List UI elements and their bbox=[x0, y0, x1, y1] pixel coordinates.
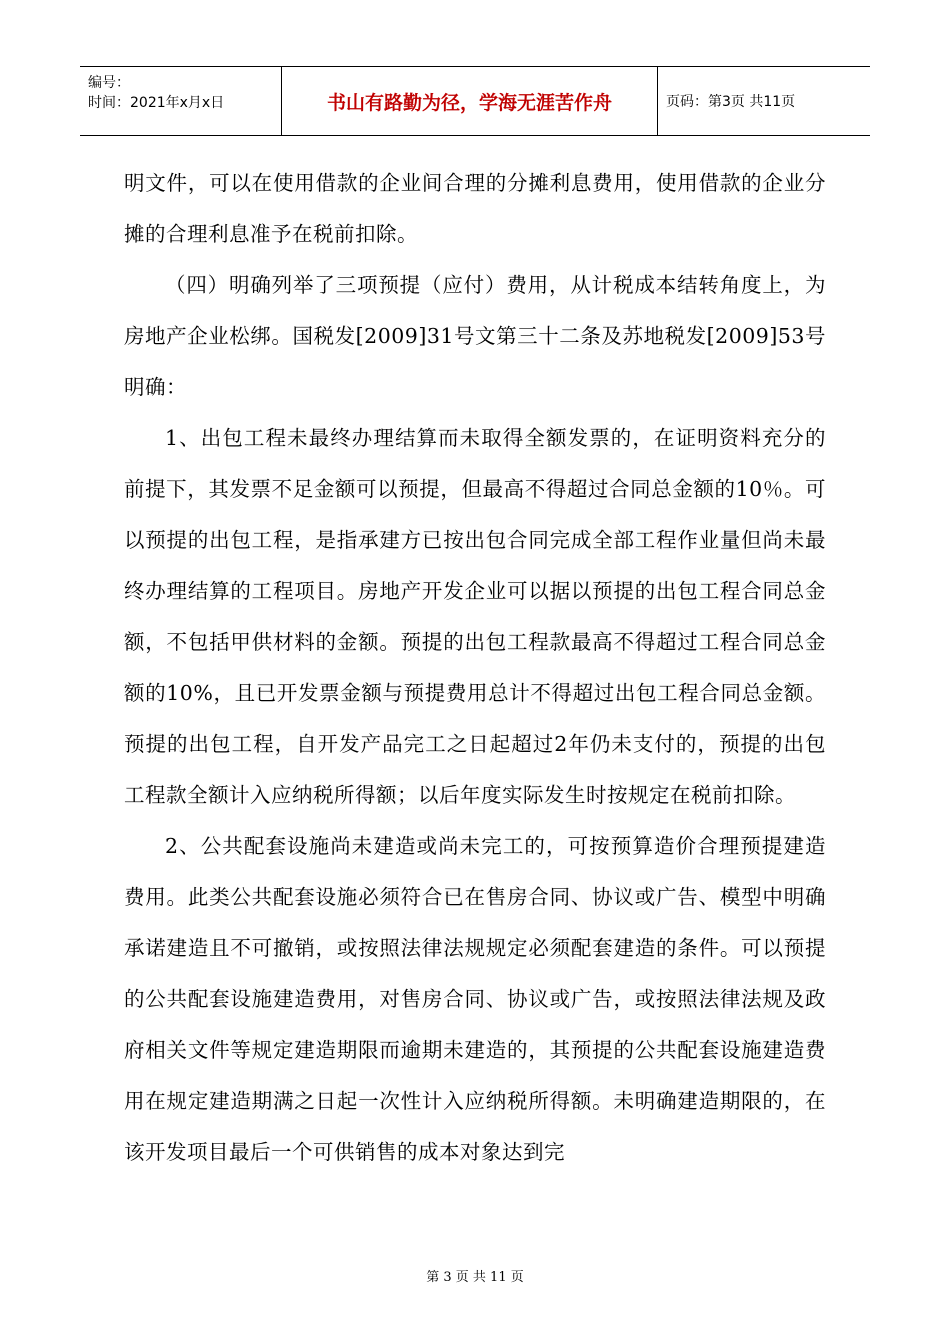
page-footer: 第 3 页 共 11 页 bbox=[426, 1270, 524, 1285]
document-body bbox=[124, 158, 826, 1178]
header-motto: 书山有路勤为径，学海无涯苦作舟 bbox=[282, 67, 658, 135]
paragraph-item-two: 2、公共配套设施尚未建造或尚未完工的，可按预算造价合理预提建造费用。此类公共配套设施必须符合已在售房合同、协议或广告、模型中明确承诺建造且不可撤销，或按照法律法规规定必须配套建造的条件。可以预提的公共配套设施建造费用，对售房合同、协议或广告，或按照法律法规及政府相关文件等规定建造期限而逾期未建造的，其预提的公共配套设施建造费用在规定建造期满之日起一次性计入应纳税所得额。未明确建造期限的，在该开发项目最后一个可供销售的成本对象达到完 bbox=[124, 834, 826, 1164]
paragraph-section-four: （四）明确列举了三项预提（应付）费用，从计税成本结转角度上，为房地产企业松绑。国税发[2009]31号文第三十二条及苏地税发[2009]53号明确： bbox=[124, 273, 826, 399]
paragraph-continuation: 明文件，可以在使用借款的企业间合理的分摊利息费用，使用借款的企业分摊的合理利息准予在税前扣除。 bbox=[124, 171, 826, 246]
paragraph-item-one: 1、出包工程未最终办理结算而未取得全额发票的，在证明资料充分的前提下，其发票不足金额可以预提，但最高不得超过合同总金额的10％。可以预提的出包工程，是指承建方已按出包合同完成全部工程作业量但尚未最终办理结算的工程项目。房地产开发企业可以据以预提的出包工程合同总金额，不包括甲供材料的金额。预提的出包工程款最高不得超过工程合同总金额的10%，且已开发票金额与预提费用总计不得超过出包工程合同总金额。预提的出包工程，自开发产品完工之日起超过2年仍未支付的，预提的出包工程款全额计入应纳税所得额；以后年度实际发生时按规定在税前扣除。 bbox=[124, 426, 826, 807]
document-date: 时间：2021年x月x日 bbox=[88, 95, 225, 111]
header-page-code: 页码：第3页 共11页 bbox=[666, 94, 796, 110]
header-table bbox=[80, 66, 870, 136]
document-number-label: 编号： bbox=[88, 75, 130, 91]
header-meta-cell bbox=[80, 67, 282, 135]
